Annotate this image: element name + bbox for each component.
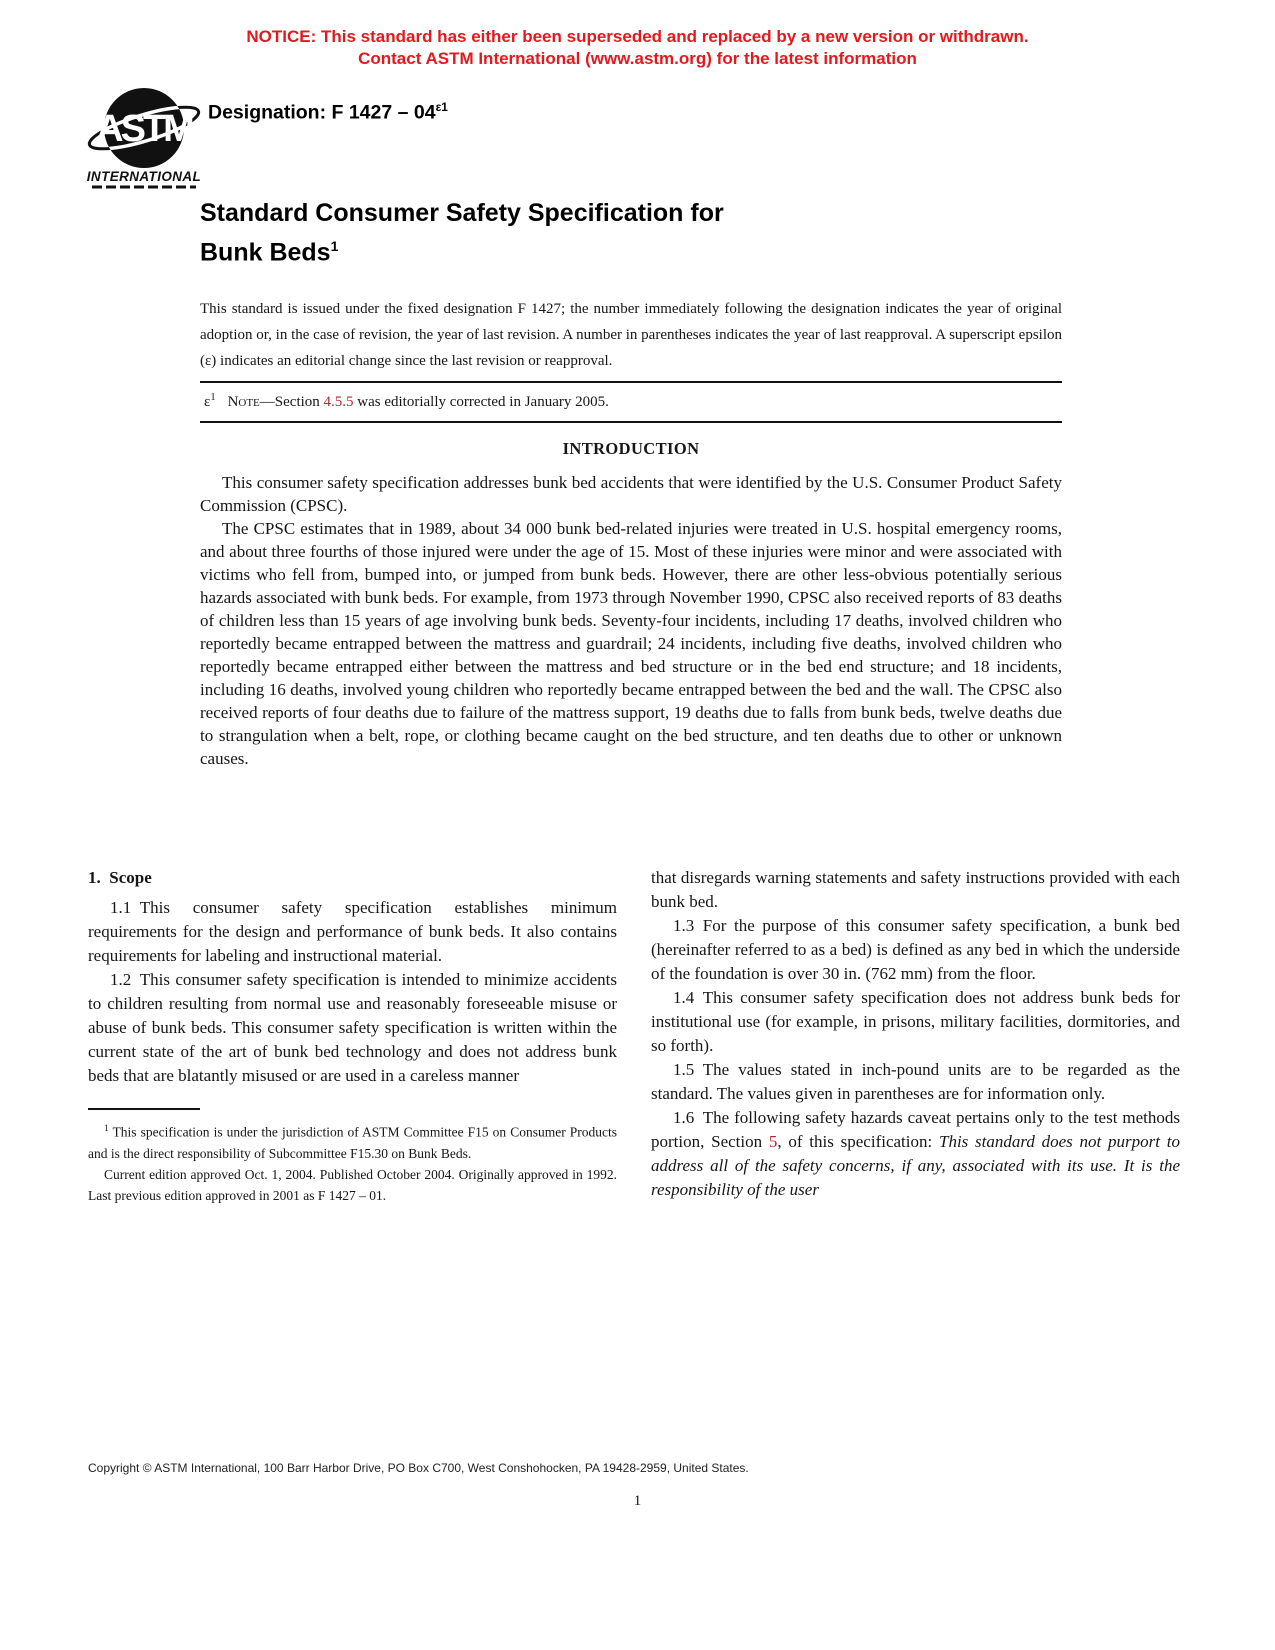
footnote-edition: Current edition approved Oct. 1, 2004. Published October 2004. Originally approved in 1992. Last previous edition approved in 2001 as F 1427 – 01. bbox=[88, 1166, 617, 1203]
designation-label: Designation: F 1427 – 04 bbox=[208, 101, 436, 124]
section-ref-link-455[interactable]: 4.5.5 bbox=[323, 394, 354, 411]
paragraph-1-3: 1.3 For the purpose of this consumer safety specification, a bunk bed (hereinafter referred to as a bed) is defined as any bed in which the underside of the foundation is over 30 in. (762 mm) from the floor. bbox=[651, 916, 1180, 983]
logo-acronym: ASTM bbox=[96, 108, 192, 150]
introduction-body bbox=[200, 471, 1062, 770]
footnote-divider bbox=[88, 1108, 200, 1110]
issuing-note: This standard is issued under the fixed designation F 1427; the number immediately following the designation indicates the year of original adoption or, in the case of revision, the year of last revision. A number in parentheses indicates the year of last reapproval. A superscript epsilon (ε) indicates an editorial change since the last revision or reapproval. bbox=[200, 301, 1062, 370]
editorial-note bbox=[200, 381, 1062, 423]
supersession-notice bbox=[0, 26, 1275, 70]
paragraph-1-1: 1.1 This consumer safety specification establishes minimum requirements for the design and performance of bunk beds. It also contains requirements for labeling and instructional material. bbox=[88, 898, 617, 965]
epsilon-symbol: ε bbox=[204, 394, 211, 411]
designation-superscript: ε1 bbox=[435, 100, 448, 114]
title-footnote-ref: 1 bbox=[330, 238, 339, 254]
page-number: 1 bbox=[633, 1493, 642, 1509]
section-ref-link-5[interactable]: 5 bbox=[768, 1132, 778, 1151]
paragraph-1-4: 1.4 This consumer safety specification does not address bunk beds for institutional use (for example, in prisons, military facilities, dormitories, and so forth). bbox=[651, 988, 1180, 1055]
footnote-1-marker: 1 bbox=[104, 1124, 109, 1134]
note-word: Note bbox=[227, 394, 260, 411]
right-column bbox=[651, 866, 1180, 1206]
title-line-2: Bunk Beds$^1$ bbox=[200, 238, 339, 267]
astm-logo bbox=[84, 82, 204, 195]
intro-paragraph-1: This consumer safety specification addresses bunk bed accidents that were identified by the U.S. Consumer Product Safety Commission (CPSC). bbox=[200, 473, 1062, 516]
logo-subtitle: INTERNATIONAL bbox=[86, 169, 202, 184]
two-column-body bbox=[88, 866, 1180, 1206]
paragraph-1-2: 1.2 This consumer safety specification is intended to minimize accidents to children resulting from normal use and reasonably foreseeable misuse or abuse of bunk beds. This consumer safety specification is written within the current state of the art of bunk bed technology and does not address bunk beds that are blatantly misused or are used in a careless manner bbox=[88, 970, 617, 1085]
footnote-1: $^1$ This specification is under the jurisdiction of ASTM Committee F15 on Consumer Products and is the direct responsibility of Subcommittee F15.30 on Bunk Beds. bbox=[88, 1124, 617, 1161]
main-block bbox=[200, 197, 1062, 770]
left-column bbox=[88, 866, 617, 1206]
paragraph-1-5: 1.5 The values stated in inch-pound units are to be regarded as the standard. The values given in parentheses are for information only. bbox=[651, 1060, 1180, 1103]
introduction-heading: INTRODUCTION bbox=[562, 439, 700, 459]
astm-logo-graphic bbox=[84, 82, 204, 190]
paragraph-1-6: 1.6 The following safety hazards caveat pertains only to the test methods portion, Section 5, of this specification: This standard does not purport to address all of the safety concerns, if any, associated with its use. It is the responsibility of the user bbox=[651, 1108, 1180, 1199]
notice-line-2: Contact ASTM International (www.astm.org) for the latest information bbox=[358, 49, 917, 68]
designation bbox=[208, 100, 448, 125]
footnote-block bbox=[88, 1108, 617, 1206]
copyright-line: Copyright © ASTM International, 100 Barr Harbor Drive, PO Box C700, West Conshohocken, PA 19428-2959, United States. bbox=[88, 1461, 749, 1475]
note-post: was editorially corrected in January 2005. bbox=[353, 394, 609, 411]
intro-paragraph-2: The CPSC estimates that in 1989, about 34 000 bunk bed-related injuries were treated in U.S. hospital emergency rooms, and about three fourths of those injured were under the age of 15. Most of these injuries were minor and were associated with victims who fell from, bumped into, or jumped from bunk beds. However, there are other less-obvious potentially serious hazards associated with bunk beds. For example, from 1973 through November 1990, CPSC also received reports of 83 deaths of children less than 15 years of age involving bunk beds. Seventy-four incidents, including 17 deaths, involved children who reportedly became entrapped between the mattress and guardrail; 24 incidents, including five deaths, involved children who reportedly became entrapped either between the mattress and bed structure or in the bed end structure; and 18 incidents, including 16 deaths, involved young children who reportedly became entrapped between the bed and the wall. The CPSC also received reports of four deaths due to failure of the mattress support, 19 deaths due to falls from bunk beds, twelve deaths due to strangulation when a belt, rope, or clothing became caught on the bed structure, and ten deaths due to other or unknown causes. bbox=[200, 519, 1062, 769]
note-pre: —Section bbox=[259, 394, 324, 411]
epsilon-superscript: 1 bbox=[210, 392, 216, 404]
scope-heading: 1. Scope bbox=[88, 868, 152, 887]
paragraph-1-2-continued: that disregards warning statements and safety instructions provided with each bunk bed. bbox=[651, 868, 1180, 911]
safety-caveat-italic: This standard does not purport to address all of the safety concerns, if any, associated with its use. It is the responsibility of the user bbox=[651, 1132, 1180, 1199]
page-title bbox=[200, 197, 1062, 269]
title-line-1: Standard Consumer Safety Specification for bbox=[200, 199, 724, 227]
notice-line-1: NOTICE: This standard has either been superseded and replaced by a new version or withdrawn. bbox=[246, 27, 1029, 46]
